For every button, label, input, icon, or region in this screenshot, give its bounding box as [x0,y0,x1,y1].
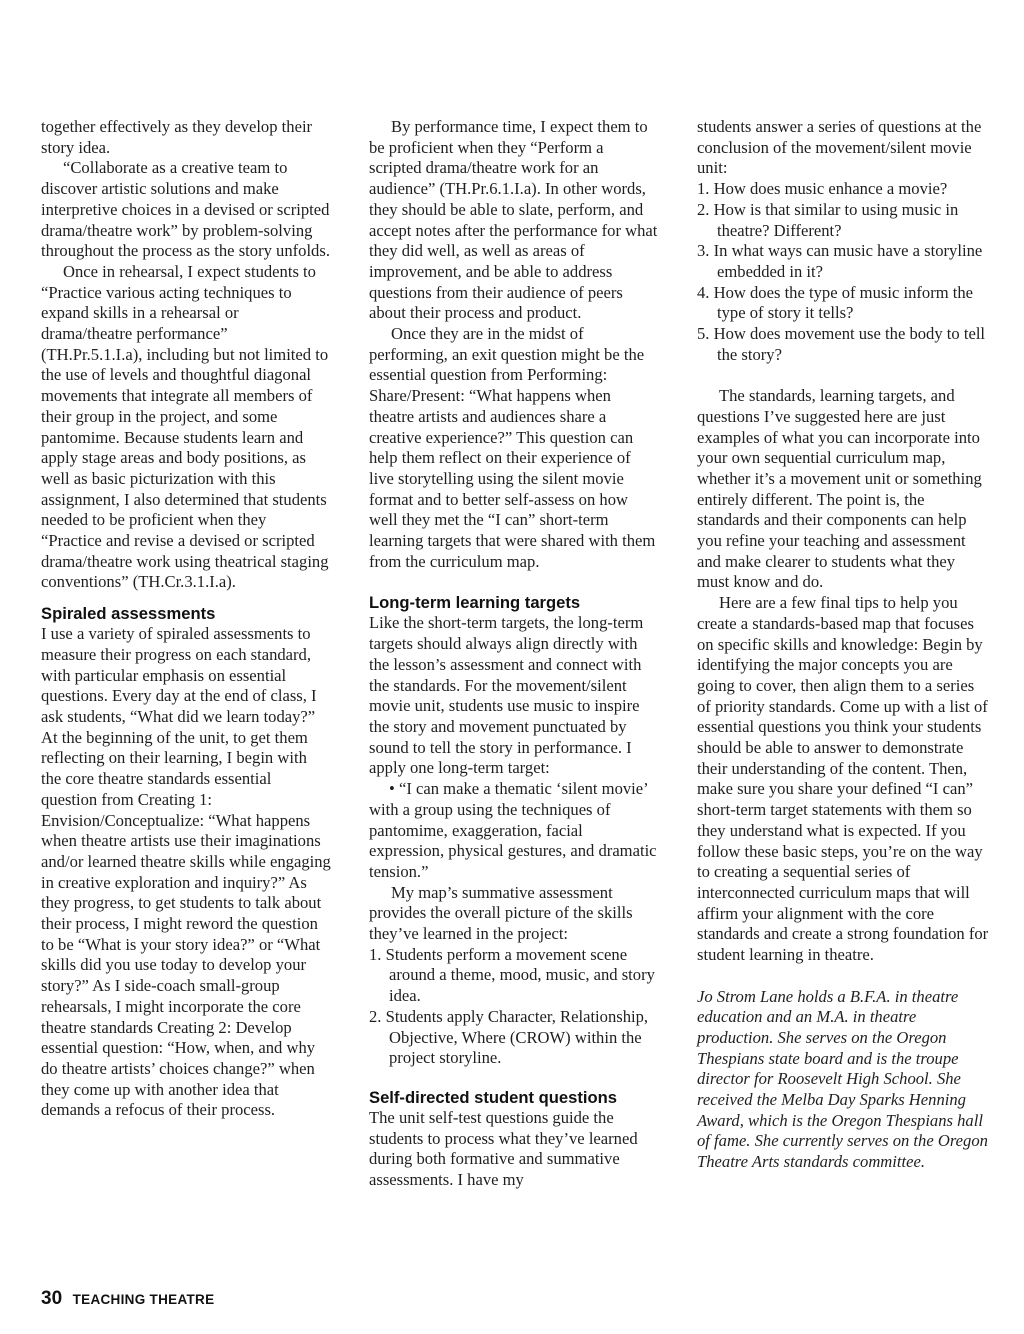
paragraph: The unit self-test questions guide the students to process what they’ve learned during both formative and summative assessments. I have my [369,1107,638,1190]
author-bio: Jo Strom Lane holds a B.F.A. in theatre education and an M.A. in theatre production. She serves on the Oregon Thespians state board and is the troupe director for Roosevelt High School. She received the Melba Day Sparks Henning Award, which is the Oregon Thespians hall of fame. She currently serves on the Oregon Theatre Arts standards committee. [697,986,988,1172]
spacer [697,966,989,987]
list-item: 2. How is that similar to using music in theatre? Different? [697,199,959,240]
paragraph: Once in rehearsal, I expect students to “Practice various acting techniques to expand skills in a rehearsal or drama/theatre performance” (TH.Pr.5.1.I.a), including but not limited to the use of levels and thoughtful diagonal movements that integrate all members of their group in the project, and some pantomime. Because students learn and apply stage areas and body positions, as well as basic picturization with this assignment, I also determined that students needed to be proficient when they “Practice and revise a devised or scripted drama/theatre work using theatrical staging conventions” (TH.Cr.3.1.I.a). [41,261,329,592]
paragraph: Once they are in the midst of performing, an exit question might be the essential question from Performing: Share/Present: “What happens when theatre artists and audiences share a creative experience?” This question can help them reflect on their experience of live storytelling using the silent movie format and to better self-assess on how well they met the “I can” short-term learning targets that were shared with them from the curriculum map. [369,324,656,571]
paragraph: My map’s summative assessment provides the overall picture of the skills they’ve learned in the project: [369,882,633,944]
paragraph: I use a variety of spiraled assessments to measure their progress on each standard, with particular emphasis on essential questions. Every day at the end of class, I ask students, “What did we learn today?” At the beginning of the unit, to get them reflecting on their learning, I begin with the core theatre standards essential question from Creating 1: Envision/Conceptualize: “What happens when theatre artists use their imaginations and/or learned theatre skills while engaging in creative exploration and inquiry?” As they progress, to get students to talk about their process, I might reword the question to be “What is your story idea?” or “What skills did you use today to develop your story?” As I side-coach small-group rehearsals, I might incorporate the core theatre standards Creating 2: Develop essential question: “How, when, and why do theatre artists’ choices change?” when they come up with another idea that demands a refocus of their process. [41,624,331,1120]
list-item: 5. How does movement use the body to tell the story? [697,324,986,364]
section-heading: Spiraled assessments [41,604,216,624]
paragraph: Here are a few final tips to help you create a standards-based map that focuses on specific skills and knowledge: Begin by identifying the major concepts you are going to cover, then align them to a series of priority standards. Come up with a list of essential questions you think your students should be able to answer to demonstrate their understanding of the content. Then, make sure you share your defined “I can” short-term target statements with them so they understand what is expected. If you follow these basic steps, you’re on the way to creating a sequential series of interconnected curriculum maps that will affirm your alignment with the core standards and create a strong foundation for student learning in theatre. [697,593,989,965]
section-heading: Self-directed student questions [369,1087,618,1107]
column-2 [369,117,659,1191]
list-item: 1. Students perform a movement scene around a theme, mood, music, and story idea. [369,944,655,1006]
paragraph: The standards, learning targets, and questions I’ve suggested here are just examples of what you can incorporate into your own sequential curriculum map, whether it’s a movement unit or something entirely different. The point is, the standards and their components can help you refine your teaching and assessment and make clearer to students what they must know and do. [697,386,982,592]
list-item: 3. In what ways can music have a storyline embedded in it? [697,241,983,281]
paragraph: Like the short-term targets, the long-term targets should always align directly with the lesson’s assessment and connect with the standards. For the movement/silent movie unit, students use music to inspire the story and movement punctuated by sound to tell the story in performance. I apply one long-term target: [369,613,644,778]
magazine-name: TEACHING THEATRE [72,1292,215,1307]
paragraph: students answer a series of questions at the conclusion of the movement/silent movie unit: [697,117,982,178]
paragraph: “Collaborate as a creative team to discover artistic solutions and make interpretive choices in a devised or scripted drama/theatre work” by problem-solving throughout the process as the story unfolds. [41,158,330,261]
column-3 [697,117,989,1173]
column-1 [41,117,331,1121]
spacer [697,365,989,386]
list-item: 2. Students apply Character, Relationship, Objective, Where (CROW) within the project storyline. [369,1006,649,1068]
page-number: 30 [41,1288,63,1309]
bullet-item: • “I can make a thematic ‘silent movie’ with a group using the techniques of pantomime, exaggeration, facial expression, physical gestures, and dramatic tension.” [369,779,657,881]
section-heading: Long-term learning targets [369,593,581,613]
list-item: 4. How does the type of music inform the type of story it tells? [697,282,974,323]
paragraph: By performance time, I expect them to be proficient when they “Perform a scripted drama/theatre work for an audience” (TH.Pr.6.1.I.a). In other words, they should be able to slate, perform, and accept notes after the performance for what they did well, as well as areas of improvement, and be able to address questions from their audience of peers about their process and product. [369,117,658,323]
page-footer [41,1288,214,1310]
list-item: 1. How does music enhance a movie? [697,179,948,199]
numbered-list [697,179,989,365]
paragraph: together effectively as they develop their story idea. [41,117,313,157]
numbered-list [369,945,659,1069]
